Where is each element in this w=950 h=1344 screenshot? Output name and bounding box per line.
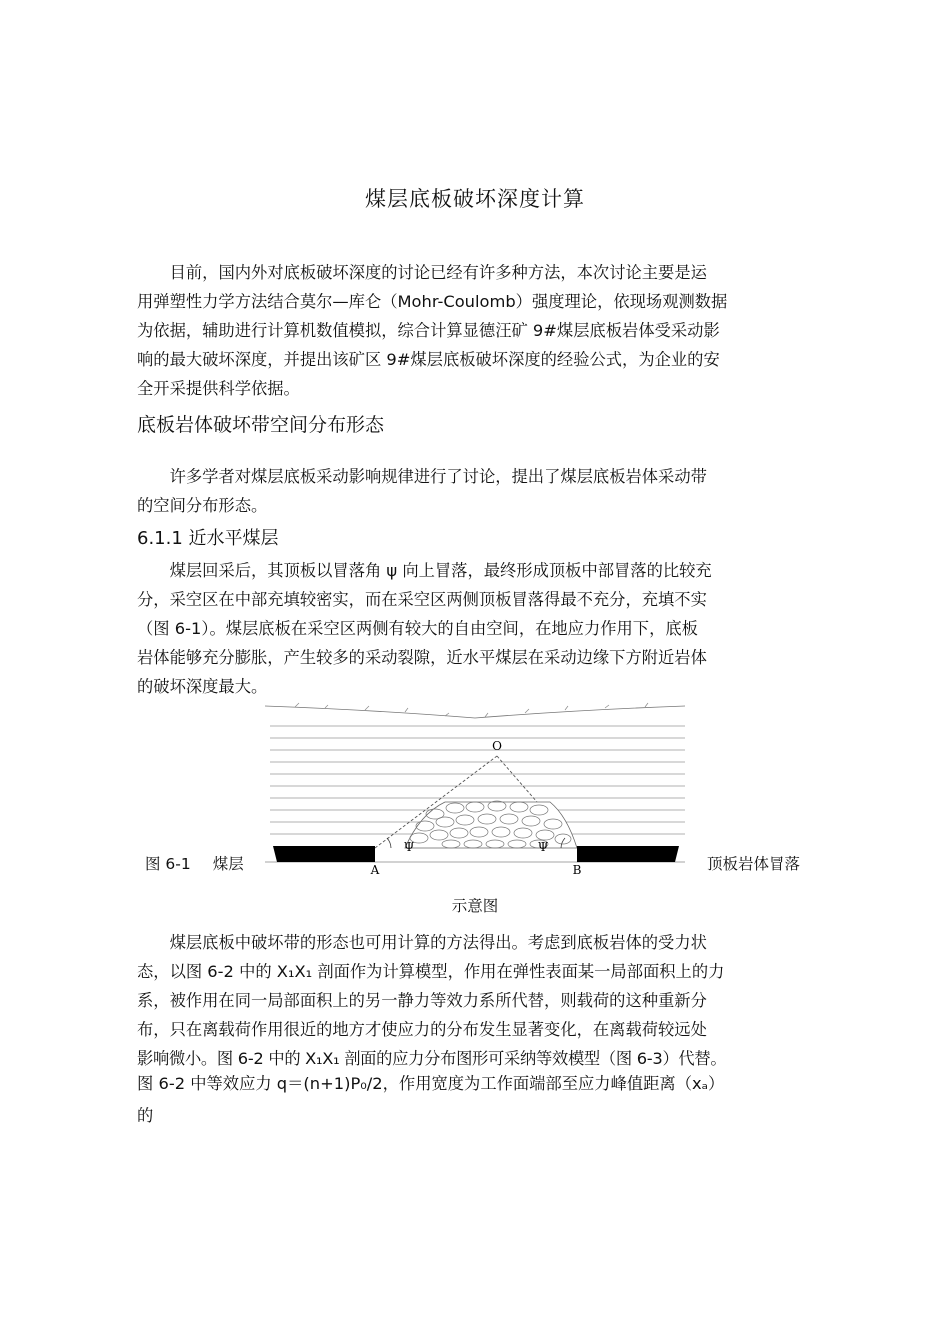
text-line: 响的最大破坏深度，并提出该矿区 9#煤层底板破坏深度的经验公式，为企业的安 [137, 350, 720, 369]
ground-surface [265, 706, 685, 718]
roof-caving-diagram [255, 696, 695, 882]
text-line: （图 6-1）。煤层底板在采空区两侧有较大的自由空间，在地应力作用下，底板 [137, 619, 698, 638]
text-line: 态，以图 6-2 中的 X₁X₁ 剖面作为计算模型，作用在弹性表面某一局部面积上的力 [137, 962, 725, 981]
trailing-line: 的 [137, 1106, 154, 1125]
section-paragraph [137, 462, 817, 520]
angle-arc-left [387, 838, 391, 848]
point-a-label: A [370, 863, 380, 877]
text-line: 影响微小。图 6-2 中的 X₁X₁ 剖面的应力分布图形可采纳等效模型（图 6-3）代替。 [137, 1049, 727, 1068]
text-line: 的空间分布形态。 [137, 496, 268, 515]
text-line: 分，采空区在中部充填较密实，而在采空区两侧顶板冒落得最不充分，充填不实 [137, 590, 707, 609]
figure-caption-part-b: 顶板岩体冒落 [707, 855, 801, 873]
subsection-heading: 6.1.1 近水平煤层 [137, 528, 279, 549]
text-line: 岩体能够充分膨胀，产生较多的采动裂隙，近水平煤层在采动边缘下方附近岩体 [137, 648, 707, 667]
page-title: 煤层底板破坏深度计算 [365, 187, 585, 211]
coal-seam-left [273, 846, 375, 862]
intro-paragraph [137, 258, 817, 403]
angle-psi-right-label: Ψ [537, 840, 549, 854]
section-heading: 底板岩体破坏带空间分布形态 [137, 414, 385, 436]
point-b-label: B [572, 863, 582, 877]
caved-zone [405, 802, 577, 848]
subsection-paragraph [137, 556, 817, 701]
angle-psi-left-label: Ψ [403, 840, 415, 854]
text-line: 煤层底板中破坏带的形态也可用计算的方法得出。考虑到底板岩体的受力状 [169, 933, 707, 952]
point-o-label: O [492, 739, 502, 753]
figure-caption-part-c: 示意图 [451, 897, 499, 915]
text-line: 的破坏深度最大。 [137, 677, 268, 696]
text-line: 全开采提供科学依据。 [137, 379, 300, 398]
model-paragraph [137, 928, 817, 1073]
figure-caption-part-a: 煤层 [212, 855, 244, 873]
text-line: 为依据，辅助进行计算机数值模拟，综合计算显德汪矿 9#煤层底板岩体受采动影 [137, 321, 720, 340]
text-line: 系，被作用在同一局部面积上的另一静力等效力系所代替，则载荷的这种重新分 [137, 991, 707, 1010]
text-line: 目前，国内外对底板破坏深度的讨论已经有许多种方法，本次讨论主要是运 [169, 263, 707, 282]
text-line: 煤层回采后，其顶板以冒落角 ψ 向上冒落，最终形成顶板中部冒落的比较充 [169, 561, 712, 580]
text-line: 许多学者对煤层底板采动影响规律进行了讨论，提出了煤层底板岩体采动带 [169, 467, 707, 486]
text-line: 布，只在离载荷作用很近的地方才使应力的分布发生显著变化，在离载荷较远处 [137, 1020, 707, 1039]
figure-number: 图 6-1 [145, 855, 191, 873]
coal-seam-right [577, 846, 679, 862]
formula-line: 图 6-2 中等效应力 q＝(n+1)P₀/2，作用宽度为工作面端部至应力峰值距离（xₐ） [137, 1074, 725, 1093]
figure-caption-left [145, 852, 266, 874]
text-line: 用弹塑性力学方法结合莫尔—库仑（Mohr-Coulomb）强度理论，依现场观测数据 [137, 292, 728, 311]
